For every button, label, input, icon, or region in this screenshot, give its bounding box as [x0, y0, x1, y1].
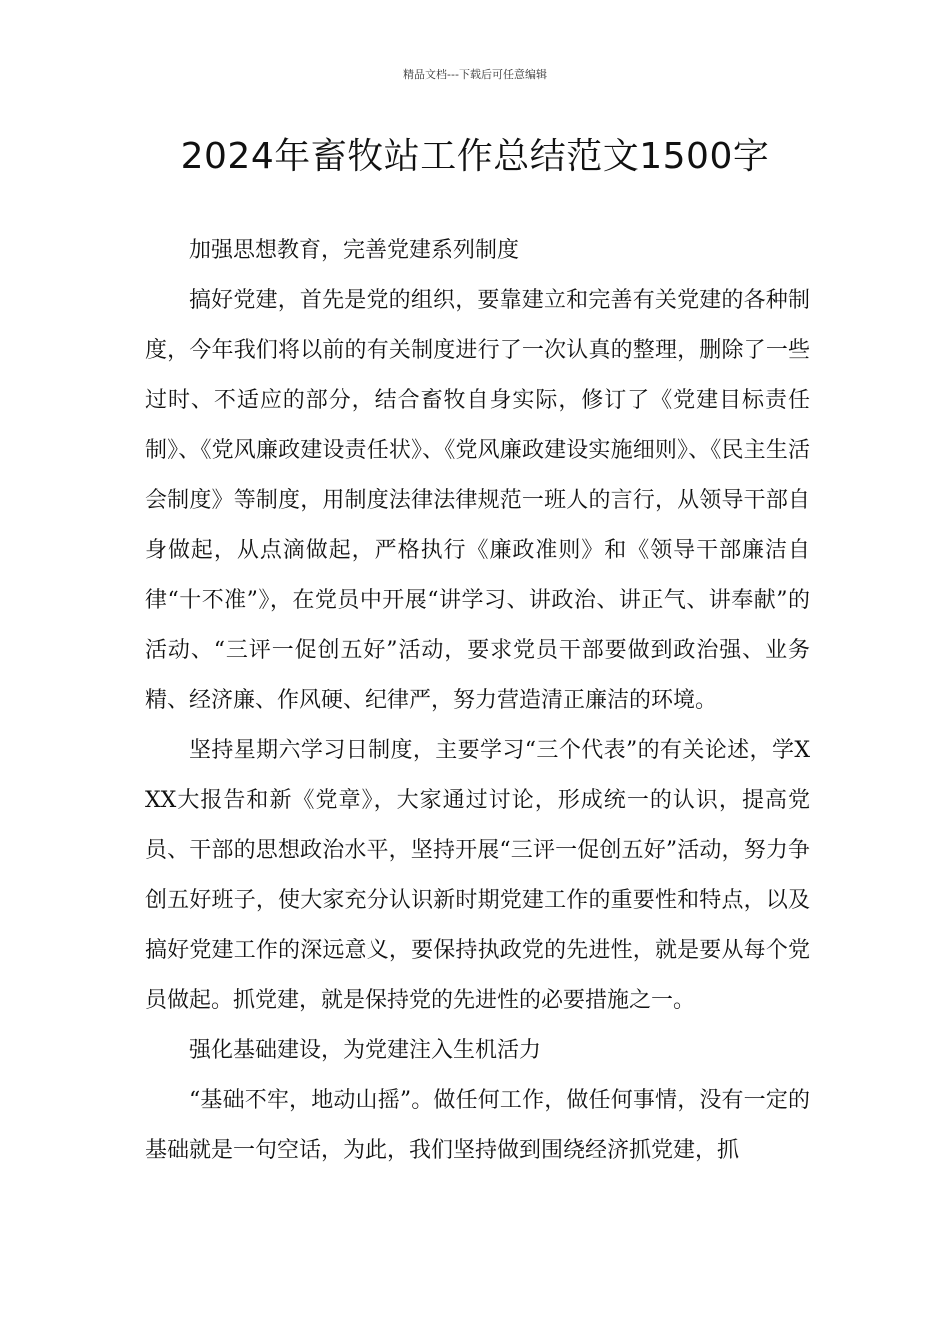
paragraph: 坚持星期六学习日制度，主要学习“三个代表”的有关论述，学XXX大报告和新《党章》，大家通过讨论，形成统一的认识，提高党员、干部的思想政治水平，坚持开展“三评一促创五好”活动，努力争创五好班子，使大家充分认识新时期党建工作的重要性和特点，以及搞好党建工作的深远意义，要保持执政党的先进性，就是要从每个党员做起。抓党建，就是保持党的先进性的必要措施之一。	[145, 738, 810, 1013]
page-header-note: 精品文档---下载后可任意编辑	[403, 68, 547, 81]
section-heading: 加强思想教育，完善党建系列制度	[189, 238, 520, 263]
document-body	[145, 226, 810, 1176]
paragraph: “基础不牢，地动山摇”。做任何工作，做任何事情，没有一定的基础就是一句空话，为此，我们坚持做到围绕经济抓党建，抓	[145, 1088, 810, 1163]
section-heading: 强化基础建设，为党建注入生机活力	[189, 1038, 542, 1063]
document-title: 2024年畜牧站工作总结范文1500字	[180, 136, 770, 177]
paragraph: 搞好党建，首先是党的组织，要靠建立和完善有关党建的各种制度，今年我们将以前的有关制度进行了一次认真的整理，删除了一些过时、不适应的部分，结合畜牧自身实际，修订了《党建目标责任制》、《党风廉政建设责任状》、《党风廉政建设实施细则》、《民主生活会制度》等制度，用制度法律法律规范一班人的言行，从领导干部自身做起，从点滴做起，严格执行《廉政准则》和《领导干部廉洁自律“十不准”》，在党员中开展“讲学习、讲政治、讲正气、讲奉献”的活动、“三评一促创五好”活动，要求党员干部要做到政治强、业务精、经济廉、作风硬、纪律严，努力营造清正廉洁的环境。	[145, 288, 810, 713]
